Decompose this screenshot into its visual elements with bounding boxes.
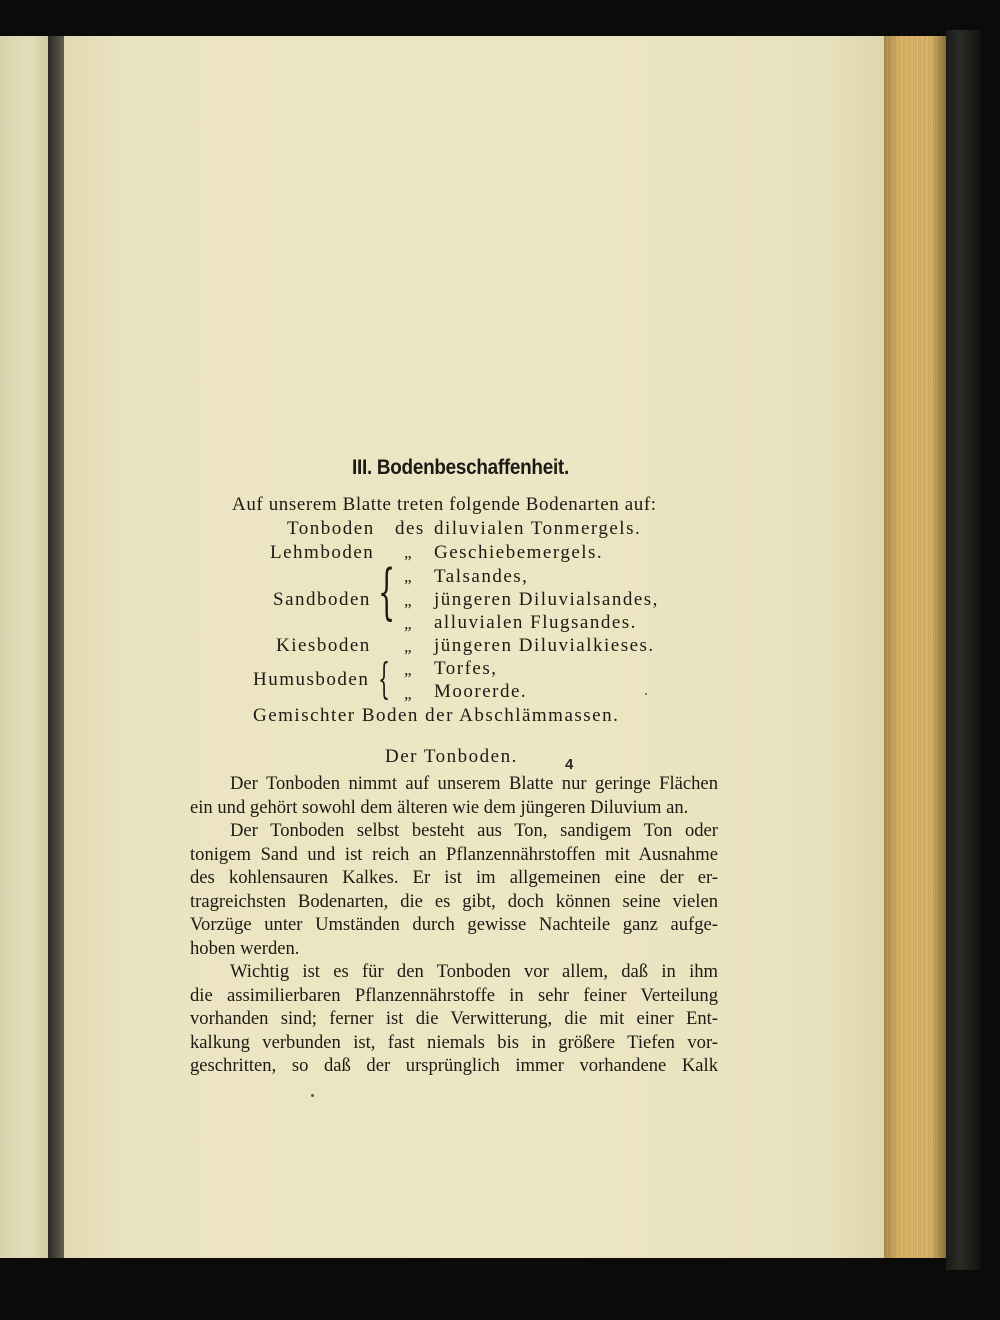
paragraph-1 bbox=[190, 772, 718, 819]
text-line: Der Tonboden nimmt auf unserem Blatte nur geringe Flächen bbox=[230, 773, 718, 794]
ditto-mark: „ bbox=[404, 614, 414, 633]
brace-sandboden: { bbox=[378, 557, 396, 627]
soil-desc-torfes: Torfes, bbox=[434, 658, 498, 679]
text-line: geschritten, so daß der ursprünglich immer vorhandene Kalk bbox=[190, 1055, 718, 1077]
text-line: tragreichsten Bodenarten, die es gibt, doch können seine vielen bbox=[190, 890, 718, 912]
text-line: tonigem Sand und ist reich an Pflanzennährstoffen mit Ausnahme bbox=[190, 843, 718, 865]
soil-desc-flugsandes: alluvialen Flugsandes. bbox=[434, 612, 637, 633]
ditto-mark: „ bbox=[404, 543, 414, 562]
soil-desc-diluvialsandes: jüngeren Diluvialsandes, bbox=[434, 589, 659, 610]
ditto-mark: „ bbox=[404, 591, 414, 610]
soil-prefix-des: des bbox=[395, 518, 425, 539]
soil-desc-kiesboden: jüngeren Diluvialkieses. bbox=[434, 635, 655, 656]
text-line: Vorzüge unter Umständen durch gewisse Nachteile ganz aufge- bbox=[190, 914, 718, 936]
paragraph-2 bbox=[190, 819, 718, 961]
soil-desc-tonboden: diluvialen Tonmergels. bbox=[434, 518, 642, 539]
brace-humusboden: { bbox=[378, 654, 391, 703]
soil-desc-lehmboden: Geschiebemergels. bbox=[434, 542, 604, 563]
text-line: hoben werden. bbox=[190, 937, 300, 959]
ditto-mark: „ bbox=[404, 637, 414, 656]
paper-speck bbox=[311, 1094, 314, 1097]
section-heading: III. Bodenbeschaffenheit. bbox=[352, 456, 569, 479]
text-line: Der Tonboden selbst besteht aus Ton, sandigem Ton oder bbox=[230, 820, 718, 841]
text-line: des kohlensauren Kalkes. Er ist im allgemeinen eine der er- bbox=[190, 867, 718, 889]
book-spine bbox=[946, 30, 980, 1270]
text-line: kalkung verbunden ist, fast niemals bis in größere Tiefen vor- bbox=[190, 1031, 718, 1053]
pencil-mark: 4 bbox=[565, 756, 574, 773]
page-edges-shade bbox=[884, 36, 946, 1258]
soil-name-tonboden: Tonboden bbox=[287, 518, 375, 539]
text-line: ein und gehört sowohl dem älteren wie dem jüngeren Diluvium an. bbox=[190, 796, 689, 818]
ditto-mark: „ bbox=[404, 684, 414, 703]
soil-gemischt: Gemischter Boden der Abschlämmassen. bbox=[253, 705, 620, 726]
soil-name-lehmboden: Lehmboden bbox=[270, 542, 375, 563]
text-line: die assimilierbaren Pflanzennährstoffe in sehr feiner Verteilung bbox=[190, 984, 718, 1006]
soil-name-humusboden: Humusboden bbox=[253, 669, 370, 690]
intro-line: Auf unserem Blatte treten folgende Bodenarten auf: bbox=[232, 494, 657, 515]
paper-speck bbox=[645, 693, 647, 695]
soil-name-kiesboden: Kiesboden bbox=[276, 635, 371, 656]
paragraph-3 bbox=[190, 960, 718, 1078]
ditto-mark: „ bbox=[404, 567, 414, 586]
soil-name-sandboden: Sandboden bbox=[273, 589, 371, 610]
soil-desc-talsandes: Talsandes, bbox=[434, 566, 529, 587]
soil-desc-moorerde: Moorerde. bbox=[434, 681, 528, 702]
text-line: vorhanden sind; ferner ist die Verwitterung, die mit einer Ent- bbox=[190, 1008, 718, 1030]
text-line: Wichtig ist es für den Tonboden vor allem, daß in ihm bbox=[230, 961, 718, 982]
ditto-mark: „ bbox=[404, 660, 414, 679]
left-page-edge bbox=[0, 36, 50, 1258]
subheading: Der Tonboden. bbox=[385, 746, 518, 767]
